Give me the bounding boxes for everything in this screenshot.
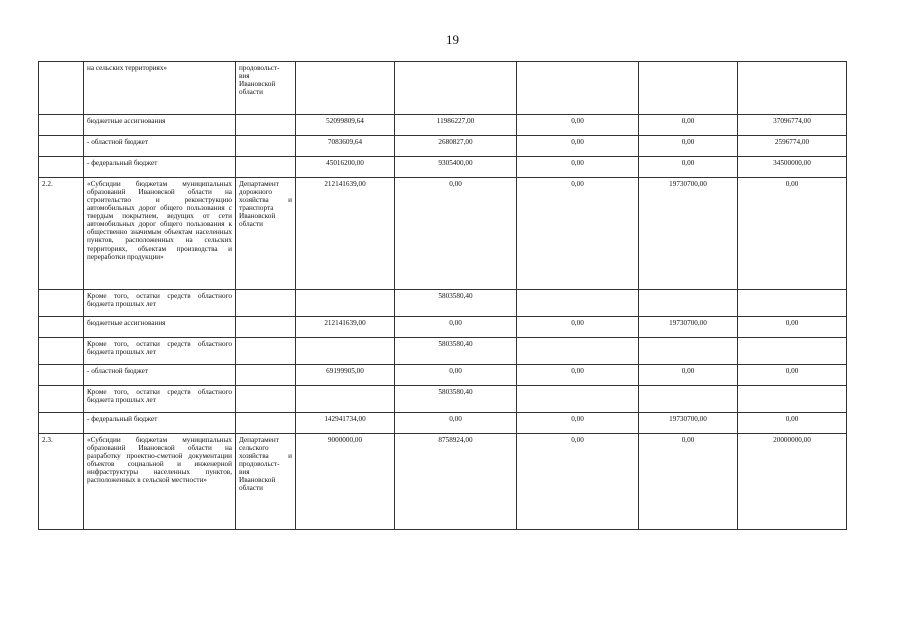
row-number-cell — [39, 290, 84, 317]
value-cell: 212141639,00 — [296, 178, 395, 290]
page-number: 19 — [446, 32, 459, 47]
table-row — [39, 365, 847, 386]
row-number-cell — [39, 62, 84, 115]
value-cell: 0,00 — [639, 365, 738, 386]
row-executor-cell — [236, 386, 296, 413]
row-name-cell: - федеральный бюджет — [84, 157, 236, 178]
value-cell: 9305400,00 — [395, 157, 517, 178]
value-cell: 0,00 — [517, 136, 639, 157]
table-row — [39, 434, 847, 530]
row-executor-cell: Департамент дорожного хозяйства и транспорта Ивановской области — [236, 178, 296, 290]
row-name-cell: Кроме того, остатки средств областного бюджета прошлых лет — [84, 338, 236, 365]
value-cell — [296, 338, 395, 365]
row-number-cell — [39, 317, 84, 338]
row-name-cell: Кроме того, остатки средств областного бюджета прошлых лет — [84, 386, 236, 413]
value-cell — [639, 62, 738, 115]
row-name-cell: «Субсидии бюджетам муниципальных образований Ивановской области на строительство и реконструкцию автомобильных дорог общего пользования с твердым покрытием, ведущих от сети автомобильных дорог общего пользования к общественно значимым объектам населенных пунктов, расположенных на сельских территориях, объектам производства и переработки продукции» — [84, 178, 236, 290]
row-executor-cell — [236, 290, 296, 317]
table-row — [39, 386, 847, 413]
row-executor-cell — [236, 317, 296, 338]
value-cell: 19730700,00 — [639, 317, 738, 338]
value-cell — [517, 290, 639, 317]
value-cell: 2596774,00 — [738, 136, 847, 157]
value-cell: 142941734,00 — [296, 413, 395, 434]
row-number-cell: 2.2. — [39, 178, 84, 290]
row-number-cell — [39, 365, 84, 386]
value-cell: 0,00 — [639, 157, 738, 178]
value-cell: 34500000,00 — [738, 157, 847, 178]
row-number-cell — [39, 136, 84, 157]
value-cell: 20000000,00 — [738, 434, 847, 530]
row-number-cell — [39, 413, 84, 434]
value-cell: 0,00 — [738, 413, 847, 434]
value-cell: 8758924,00 — [395, 434, 517, 530]
value-cell: 0,00 — [517, 157, 639, 178]
value-cell: 19730700,00 — [639, 413, 738, 434]
row-executor-cell: продовольст- вия Ивановской области — [236, 62, 296, 115]
row-number-cell — [39, 386, 84, 413]
value-cell: 0,00 — [639, 136, 738, 157]
value-cell — [639, 338, 738, 365]
value-cell: 9000000,00 — [296, 434, 395, 530]
value-cell: 11986227,00 — [395, 115, 517, 136]
value-cell — [738, 338, 847, 365]
value-cell: 5803580,40 — [395, 338, 517, 365]
row-name-cell: на сельских территориях» — [84, 62, 236, 115]
value-cell — [639, 290, 738, 317]
value-cell: 69199905,00 — [296, 365, 395, 386]
table-row — [39, 290, 847, 317]
value-cell — [738, 386, 847, 413]
row-executor-cell — [236, 136, 296, 157]
value-cell: 0,00 — [738, 317, 847, 338]
value-cell — [395, 62, 517, 115]
value-cell: 5803580,40 — [395, 386, 517, 413]
value-cell: 0,00 — [517, 413, 639, 434]
value-cell: 0,00 — [517, 178, 639, 290]
row-executor-cell — [236, 115, 296, 136]
value-cell: 45016200,00 — [296, 157, 395, 178]
value-cell: 0,00 — [517, 434, 639, 530]
budget-table-body — [39, 62, 847, 530]
value-cell: 52099809,64 — [296, 115, 395, 136]
table-row — [39, 178, 847, 290]
row-number-cell — [39, 338, 84, 365]
value-cell: 0,00 — [395, 178, 517, 290]
row-name-cell: - федеральный бюджет — [84, 413, 236, 434]
row-executor-cell — [236, 413, 296, 434]
value-cell — [517, 338, 639, 365]
value-cell: 0,00 — [738, 178, 847, 290]
table-row — [39, 62, 847, 115]
value-cell: 5803580,40 — [395, 290, 517, 317]
row-number-cell: 2.3. — [39, 434, 84, 530]
value-cell — [296, 62, 395, 115]
value-cell: 0,00 — [395, 317, 517, 338]
value-cell — [517, 62, 639, 115]
value-cell: 0,00 — [639, 115, 738, 136]
row-name-cell: Кроме того, остатки средств областного бюджета прошлых лет — [84, 290, 236, 317]
value-cell — [296, 386, 395, 413]
row-executor-cell — [236, 365, 296, 386]
value-cell: 0,00 — [639, 434, 738, 530]
value-cell: 212141639,00 — [296, 317, 395, 338]
table-row — [39, 115, 847, 136]
row-name-cell: «Субсидии бюджетам муниципальных образований Ивановской области на разработку проектно-сметной документации объектов социальной и инженерной инфраструктуры населенных пунктов, расположенных в сельской местности» — [84, 434, 236, 530]
value-cell: 7083609,64 — [296, 136, 395, 157]
row-name-cell: бюджетные ассигнования — [84, 115, 236, 136]
row-executor-cell: Департамент сельского хозяйства и продовольст- вия Ивановской области — [236, 434, 296, 530]
value-cell: 0,00 — [517, 115, 639, 136]
row-executor-cell — [236, 157, 296, 178]
table-row — [39, 136, 847, 157]
table-row — [39, 338, 847, 365]
value-cell — [738, 290, 847, 317]
value-cell — [738, 62, 847, 115]
value-cell: 0,00 — [517, 365, 639, 386]
table-row — [39, 413, 847, 434]
value-cell: 19730700,00 — [639, 178, 738, 290]
row-name-cell: бюджетные ассигнования — [84, 317, 236, 338]
row-name-cell: - областной бюджет — [84, 365, 236, 386]
value-cell — [517, 386, 639, 413]
value-cell: 0,00 — [395, 365, 517, 386]
row-executor-cell — [236, 338, 296, 365]
table-row — [39, 317, 847, 338]
value-cell: 2680827,00 — [395, 136, 517, 157]
value-cell — [639, 386, 738, 413]
value-cell: 37096774,00 — [738, 115, 847, 136]
table-row — [39, 157, 847, 178]
row-name-cell: - областной бюджет — [84, 136, 236, 157]
value-cell: 0,00 — [517, 317, 639, 338]
value-cell — [296, 290, 395, 317]
row-number-cell — [39, 157, 84, 178]
row-number-cell — [39, 115, 84, 136]
value-cell: 0,00 — [395, 413, 517, 434]
budget-table — [38, 61, 847, 530]
value-cell: 0,00 — [738, 365, 847, 386]
